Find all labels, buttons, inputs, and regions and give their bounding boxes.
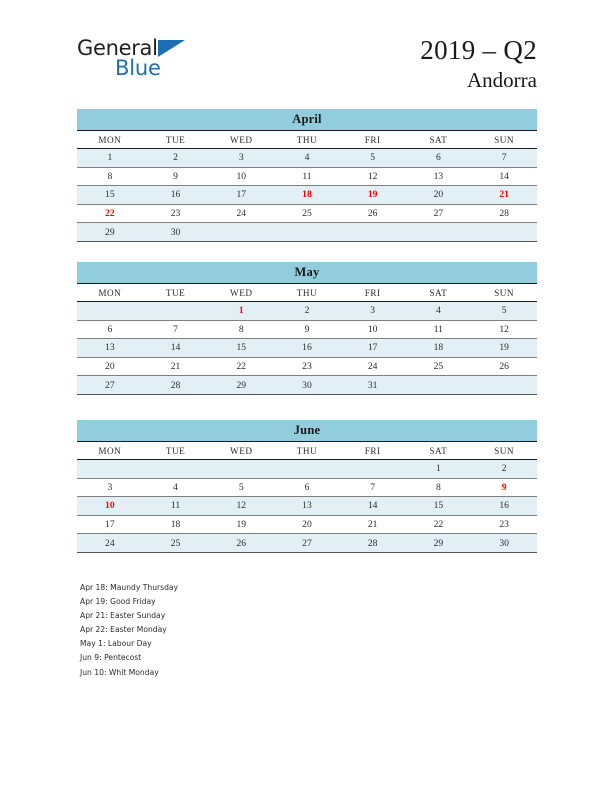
calendar-day-cell[interactable]: 7	[340, 478, 406, 497]
calendar-day-cell[interactable]: 6	[274, 478, 340, 497]
calendar-day-cell[interactable]: 29	[77, 223, 143, 242]
calendar-day-cell[interactable]: 23	[471, 515, 537, 534]
calendar-day-cell[interactable]: 30	[143, 223, 209, 242]
page-title: 2019 – Q2	[420, 35, 537, 65]
calendar-day-cell[interactable]: 16	[274, 339, 340, 358]
weekday-header-thu: THU	[274, 131, 340, 149]
calendar-day-cell[interactable]: 27	[406, 204, 472, 223]
weekday-header-row	[77, 442, 537, 460]
calendar-day-cell[interactable]: 10	[208, 167, 274, 186]
calendar-day-cell[interactable]: 28	[143, 376, 209, 395]
calendar-day-cell[interactable]: 5	[471, 302, 537, 321]
calendar-day-cell[interactable]: 16	[471, 497, 537, 516]
calendar-day-cell[interactable]: 13	[77, 339, 143, 358]
calendar-week-row	[77, 357, 537, 376]
calendar-day-cell[interactable]: 11	[143, 497, 209, 516]
calendar-day-cell[interactable]: 22	[406, 515, 472, 534]
calendar-day-cell[interactable]: 26	[471, 357, 537, 376]
calendar-day-cell[interactable]: 17	[77, 515, 143, 534]
calendar-day-cell[interactable]: 11	[406, 320, 472, 339]
calendar-body-april	[77, 109, 537, 241]
calendar-empty-cell	[340, 460, 406, 479]
calendar-day-cell[interactable]: 21	[143, 357, 209, 376]
calendar-day-cell[interactable]: 25	[274, 204, 340, 223]
holiday-note-item: May 1: Labour Day	[80, 639, 152, 649]
calendar-day-cell[interactable]: 17	[208, 186, 274, 205]
calendar-day-cell[interactable]: 20	[274, 515, 340, 534]
calendar-empty-cell	[471, 223, 537, 242]
weekday-header-wed: WED	[208, 442, 274, 460]
calendar-empty-cell	[77, 302, 143, 321]
calendar-day-cell[interactable]: 24	[208, 204, 274, 223]
calendar-day-cell[interactable]: 11	[274, 167, 340, 186]
calendar-day-cell[interactable]: 8	[77, 167, 143, 186]
title-block	[420, 34, 537, 93]
calendar-week-row	[77, 339, 537, 358]
calendar-day-cell[interactable]: 1	[208, 302, 274, 321]
calendar-day-cell[interactable]: 7	[471, 149, 537, 168]
calendar-day-cell[interactable]: 2	[471, 460, 537, 479]
calendar-day-cell[interactable]: 13	[406, 167, 472, 186]
calendar-empty-cell	[471, 376, 537, 395]
calendar-day-cell[interactable]: 24	[340, 357, 406, 376]
calendar-day-cell[interactable]: 23	[143, 204, 209, 223]
calendar-day-cell[interactable]: 3	[77, 478, 143, 497]
calendar-week-row	[77, 223, 537, 242]
calendar-week-row	[77, 497, 537, 516]
calendar-day-cell[interactable]: 19	[471, 339, 537, 358]
calendar-day-cell[interactable]: 26	[340, 204, 406, 223]
calendar-day-cell[interactable]: 18	[143, 515, 209, 534]
calendar-empty-cell	[274, 223, 340, 242]
calendar-day-cell[interactable]: 19	[208, 515, 274, 534]
calendar-day-cell[interactable]: 4	[143, 478, 209, 497]
page-header	[77, 34, 537, 96]
weekday-header-row	[77, 284, 537, 302]
calendar-empty-cell	[274, 460, 340, 479]
weekday-header-tue: TUE	[143, 131, 209, 149]
calendar-day-cell[interactable]: 1	[77, 149, 143, 168]
calendar-day-cell[interactable]: 18	[274, 186, 340, 205]
calendar-day-cell[interactable]: 18	[406, 339, 472, 358]
month-band-row	[77, 109, 537, 131]
calendar-day-cell[interactable]: 12	[471, 320, 537, 339]
weekday-header-fri: FRI	[340, 284, 406, 302]
logo-triangle-icon	[158, 40, 185, 57]
weekday-header-tue: TUE	[143, 284, 209, 302]
weekday-header-sun: SUN	[471, 442, 537, 460]
calendar-table-june	[77, 420, 537, 553]
calendar-week-row	[77, 302, 537, 321]
calendar-empty-cell	[406, 223, 472, 242]
calendar-week-row	[77, 460, 537, 479]
holiday-note-item: Apr 19: Good Friday	[80, 597, 156, 607]
calendar-day-cell[interactable]: 22	[77, 204, 143, 223]
calendar-day-cell[interactable]: 2	[274, 302, 340, 321]
weekday-header-wed: WED	[208, 131, 274, 149]
weekday-header-sat: SAT	[406, 131, 472, 149]
calendar-week-row	[77, 515, 537, 534]
calendar-week-row	[77, 204, 537, 223]
calendar-day-cell[interactable]: 4	[406, 302, 472, 321]
general-blue-logo	[77, 36, 185, 79]
calendar-table-may	[77, 262, 537, 395]
calendar-day-cell[interactable]: 27	[77, 376, 143, 395]
calendar-day-cell[interactable]: 17	[340, 339, 406, 358]
calendar-day-cell[interactable]: 25	[406, 357, 472, 376]
holiday-note-item: Jun 9: Pentecost	[80, 653, 142, 663]
calendar-day-cell[interactable]: 20	[406, 186, 472, 205]
calendar-day-cell[interactable]: 12	[340, 167, 406, 186]
month-band-row	[77, 262, 537, 284]
calendar-empty-cell	[208, 460, 274, 479]
calendar-day-cell[interactable]: 10	[340, 320, 406, 339]
calendar-week-row	[77, 534, 537, 553]
calendar-day-cell[interactable]: 22	[208, 357, 274, 376]
calendar-day-cell[interactable]: 5	[340, 149, 406, 168]
weekday-header-mon: MON	[77, 442, 143, 460]
weekday-header-mon: MON	[77, 284, 143, 302]
calendar-day-cell[interactable]: 3	[208, 149, 274, 168]
calendar-table-april	[77, 109, 537, 242]
calendar-day-cell[interactable]: 29	[406, 534, 472, 553]
weekday-header-fri: FRI	[340, 131, 406, 149]
logo-text-blue: Blue	[115, 56, 161, 80]
calendar-week-row	[77, 186, 537, 205]
weekday-header-wed: WED	[208, 284, 274, 302]
calendar-day-cell[interactable]: 2	[143, 149, 209, 168]
calendar-empty-cell	[143, 302, 209, 321]
calendar-body-june	[77, 420, 537, 552]
calendar-day-cell[interactable]: 21	[471, 186, 537, 205]
weekday-header-thu: THU	[274, 442, 340, 460]
calendar-week-row	[77, 320, 537, 339]
weekday-header-sat: SAT	[406, 284, 472, 302]
calendar-day-cell[interactable]: 26	[208, 534, 274, 553]
calendar-day-cell[interactable]: 15	[77, 186, 143, 205]
calendar-day-cell[interactable]: 20	[77, 357, 143, 376]
month-band-row	[77, 420, 537, 442]
calendar-day-cell[interactable]: 8	[208, 320, 274, 339]
calendar-day-cell[interactable]: 4	[274, 149, 340, 168]
calendar-day-cell[interactable]: 6	[77, 320, 143, 339]
calendar-day-cell[interactable]: 15	[208, 339, 274, 358]
calendar-day-cell[interactable]: 1	[406, 460, 472, 479]
calendar-day-cell[interactable]: 21	[340, 515, 406, 534]
holiday-note-item: Apr 18: Maundy Thursday	[80, 583, 179, 592]
calendar-week-row	[77, 167, 537, 186]
calendar-day-cell[interactable]: 8	[406, 478, 472, 497]
calendar-empty-cell	[208, 223, 274, 242]
calendar-day-cell[interactable]: 14	[143, 339, 209, 358]
calendar-day-cell[interactable]: 30	[471, 534, 537, 553]
calendar-day-cell[interactable]: 28	[340, 534, 406, 553]
calendar-day-cell[interactable]: 6	[406, 149, 472, 168]
calendar-body-may	[77, 262, 537, 394]
calendar-day-cell[interactable]: 9	[274, 320, 340, 339]
calendar-day-cell[interactable]: 9	[471, 478, 537, 497]
calendar-day-cell[interactable]: 25	[143, 534, 209, 553]
calendar-day-cell[interactable]: 31	[340, 376, 406, 395]
weekday-header-fri: FRI	[340, 442, 406, 460]
calendar-day-cell[interactable]: 16	[143, 186, 209, 205]
calendar-day-cell[interactable]: 23	[274, 357, 340, 376]
weekday-header-tue: TUE	[143, 442, 209, 460]
calendar-day-cell[interactable]: 30	[274, 376, 340, 395]
calendar-empty-cell	[143, 460, 209, 479]
calendar-week-row	[77, 478, 537, 497]
month-title: April	[77, 109, 537, 131]
calendar-day-cell[interactable]: 13	[274, 497, 340, 516]
weekday-header-thu: THU	[274, 284, 340, 302]
holiday-note-item: Jun 10: Whit Monday	[80, 667, 159, 677]
calendar-week-row	[77, 149, 537, 168]
calendar-day-cell[interactable]: 5	[208, 478, 274, 497]
weekday-header-row	[77, 131, 537, 149]
month-title: May	[77, 262, 537, 284]
calendar-day-cell[interactable]: 7	[143, 320, 209, 339]
logo-top-row	[77, 36, 185, 60]
calendar-day-cell[interactable]: 29	[208, 376, 274, 395]
page-subtitle-country: Andorra	[467, 68, 537, 92]
weekday-header-sun: SUN	[471, 284, 537, 302]
weekday-header-sun: SUN	[471, 131, 537, 149]
calendar-day-cell[interactable]: 28	[471, 204, 537, 223]
month-title: June	[77, 420, 537, 442]
weekday-header-mon: MON	[77, 131, 143, 149]
holiday-note-item: Apr 22: Easter Monday	[80, 625, 167, 635]
calendar-empty-cell	[340, 223, 406, 242]
calendar-day-cell[interactable]: 3	[340, 302, 406, 321]
logo-text-general: General	[77, 36, 158, 60]
calendar-day-cell[interactable]: 10	[77, 497, 143, 516]
holiday-note-item: Apr 21: Easter Sunday	[80, 611, 166, 621]
calendar-day-cell[interactable]: 24	[77, 534, 143, 553]
calendar-week-row	[77, 376, 537, 395]
calendar-day-cell[interactable]: 12	[208, 497, 274, 516]
holiday-notes-list	[80, 581, 380, 680]
calendar-day-cell[interactable]: 14	[471, 167, 537, 186]
calendar-day-cell[interactable]: 9	[143, 167, 209, 186]
calendar-day-cell[interactable]: 15	[406, 497, 472, 516]
calendar-empty-cell	[77, 460, 143, 479]
calendar-day-cell[interactable]: 14	[340, 497, 406, 516]
weekday-header-sat: SAT	[406, 442, 472, 460]
calendar-empty-cell	[406, 376, 472, 395]
calendar-day-cell[interactable]: 27	[274, 534, 340, 553]
calendar-day-cell[interactable]: 19	[340, 186, 406, 205]
